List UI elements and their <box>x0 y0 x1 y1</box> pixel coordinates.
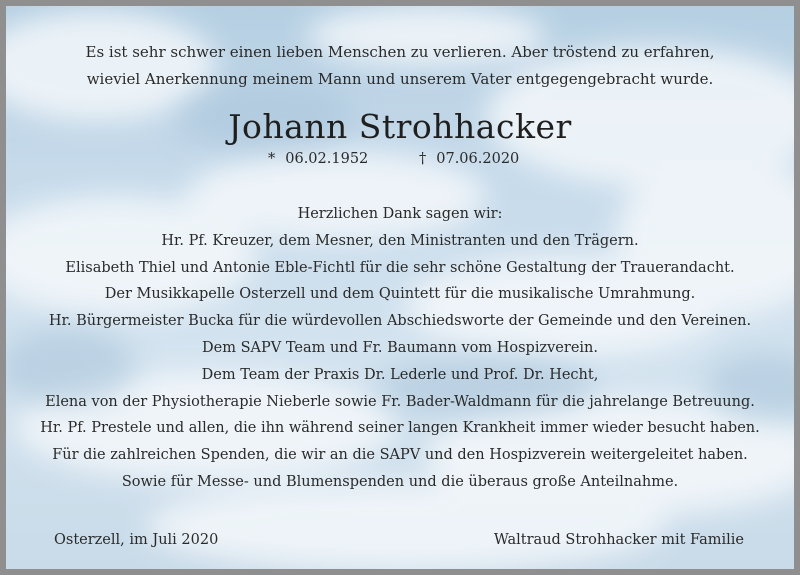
thanks-line: Dem Team der Praxis Dr. Lederle und Prof. Dr. Hecht, <box>201 366 599 383</box>
thanks-line: Hr. Pf. Prestele und allen, die ihn während seiner langen Krankheit immer wieder besucht haben. <box>40 420 760 437</box>
deceased-name: Johann Strohhacker <box>228 107 572 146</box>
thanks-line: Elisabeth Thiel und Antonie Eble-Fichtl für die sehr schöne Gestaltung der Trauerandacht. <box>65 259 735 276</box>
thanks-line: Sowie für Messe- und Blumenspenden und die überaus große Anteilnahme. <box>121 473 679 490</box>
thanks-list <box>6 201 794 496</box>
intro-line-1: Es ist sehr schwer einen lieben Menschen zu verlieren. Aber tröstend zu erfahren, <box>85 43 715 61</box>
thanks-heading: Herzlichen Dank sagen wir: <box>297 206 503 222</box>
thanks-line: Dem SAPV Team und Fr. Baumann vom Hospizverein. <box>202 339 598 356</box>
birth-date <box>268 151 368 167</box>
place-date: Osterzell, im Juli 2020 <box>54 532 219 548</box>
obituary-content <box>6 6 794 569</box>
thanks-line: Elena von der Physiotherapie Nieberle sowie Fr. Bader-Waldmann für die jahrelange Betreuung. <box>45 393 755 410</box>
thanks-line: Hr. Pf. Kreuzer, dem Mesner, den Ministranten und den Trägern. <box>161 232 639 249</box>
death-date <box>419 151 519 167</box>
thanks-line: Hr. Bürgermeister Bucka für die würdevollen Abschiedsworte der Gemeinde und den Vereinen. <box>48 313 752 330</box>
birth-date-value: 06.02.1952 <box>285 151 369 167</box>
intro-line-2: wieviel Anerkennung meinem Mann und unserem Vater entgegengebracht wurde. <box>86 70 714 88</box>
death-date-value: 07.06.2020 <box>436 151 520 167</box>
star-icon: * <box>268 151 276 167</box>
thanks-line: Der Musikkapelle Osterzell und dem Quintett für die musikalische Umrahmung. <box>104 286 696 303</box>
signature: Waltraud Strohhacker mit Familie <box>493 532 744 548</box>
thanks-line: Für die zahlreichen Spenden, die wir an die SAPV und den Hospizverein weitergeleitet haben. <box>52 447 748 464</box>
cross-icon: † <box>419 151 427 167</box>
